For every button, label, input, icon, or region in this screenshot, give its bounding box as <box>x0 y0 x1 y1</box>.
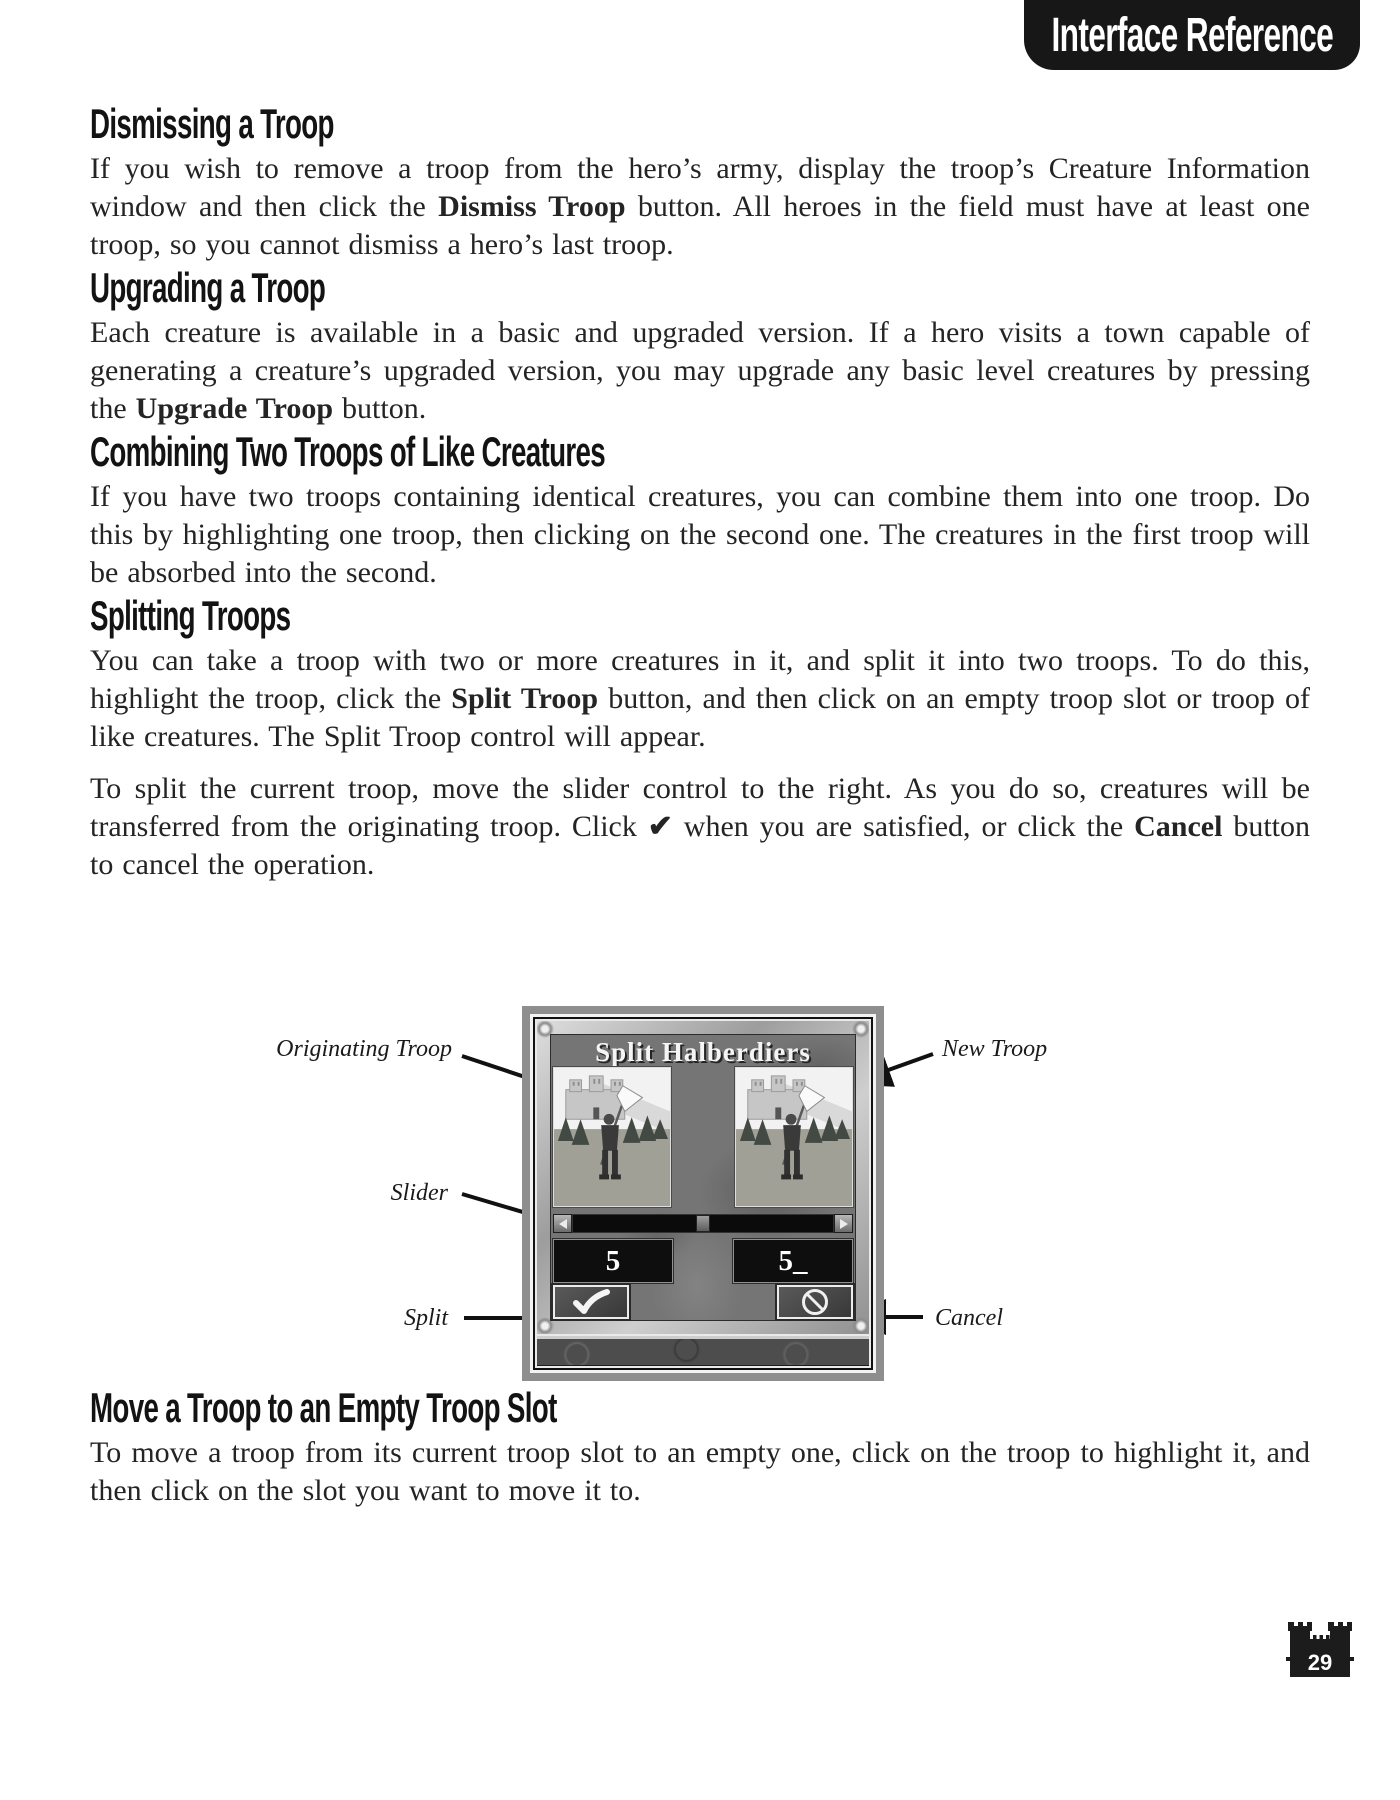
paragraph-text: You can take a troop with two or more creatures in it, and split it into two troops. To do this, highlight the troop, click the <box>90 644 1310 715</box>
paragraph-text: Each creature is available in a basic and upgraded version. If a hero visits a town capable of generating a creature’s upgraded version, you may upgrade any basic level creatures by pressing the <box>90 316 1310 425</box>
split-slider[interactable] <box>553 1214 853 1233</box>
slider-left-arrow-button[interactable] <box>553 1214 572 1233</box>
paragraph-text: If you wish to remove a troop from the hero’s army, display the troop’s Creature Information window and then click the <box>90 152 1310 223</box>
label-originating-troop: Originating Troop <box>276 1036 452 1062</box>
slider-right-arrow-button[interactable] <box>834 1214 853 1233</box>
paragraph-combining: If you have two troops containing identical creatures, you can combine them into one troop. Do this by highlighting one troop, then clicking on the second one. The creatures in the first troop will be absorbed into the second. <box>90 480 1310 589</box>
paragraph-splitting-2 <box>90 770 1310 884</box>
bold-term-split-troop: Split Troop <box>451 682 599 715</box>
dialog-title: Split Halberdiers <box>595 1037 811 1067</box>
dialog-footer-ornament <box>537 1336 869 1366</box>
paragraph-text: To split the current troop, move the slider control to the right. As you do so, creatures will be transferred from the originating troop. Click <box>90 772 1310 843</box>
label-new-troop: New Troop <box>942 1036 1048 1062</box>
paragraph-text: button, and then click on an empty troop slot or troop of like creatures. The Split Troop control will appear. <box>90 682 1310 753</box>
cancel-icon <box>800 1287 830 1317</box>
heading-dismissing-a-troop <box>90 102 1310 146</box>
page-number-castle <box>1282 1616 1358 1678</box>
slider-thumb[interactable] <box>696 1215 710 1232</box>
paragraph-splitting-1 <box>90 642 1310 756</box>
dialog-interior <box>550 1034 856 1321</box>
bold-term-dismiss-troop: Dismiss Troop <box>438 190 626 223</box>
section-combining-troops <box>90 430 1310 592</box>
right-arrow-icon <box>840 1219 848 1229</box>
section-splitting-troops <box>90 594 1310 884</box>
split-confirm-button[interactable] <box>553 1285 629 1319</box>
heading-upgrading-a-troop <box>90 266 1310 310</box>
heading-text: Dismissing a Troop <box>90 100 334 147</box>
dialog-border-inner <box>535 1019 871 1368</box>
label-slider: Slider <box>390 1180 448 1206</box>
section-dismissing-a-troop <box>90 102 1310 264</box>
paragraph-text: button to cancel the operation. <box>90 810 1310 881</box>
paragraph-text: when you are satisfied, or click the <box>672 810 1135 843</box>
check-icon <box>571 1289 611 1315</box>
castle-icon <box>1282 1616 1358 1678</box>
dialog-ornate-frame <box>537 1021 869 1334</box>
halberdier-portrait-image <box>554 1068 670 1206</box>
section-upgrading-a-troop <box>90 266 1310 428</box>
split-troop-dialog <box>522 1006 884 1381</box>
dialog-border-outer <box>530 1014 876 1373</box>
heading-splitting-troops <box>90 594 1310 638</box>
new-troop-portrait <box>735 1067 853 1207</box>
slider-track[interactable] <box>572 1214 834 1233</box>
cancel-button[interactable] <box>777 1285 853 1319</box>
dialog-border-dark <box>533 1017 873 1370</box>
page-header-banner <box>1024 0 1360 70</box>
heading-combining-troops <box>90 430 1310 474</box>
paragraph-upgrading <box>90 314 1310 428</box>
heading-move-a-troop <box>90 1386 1310 1430</box>
page-number: 29 <box>1307 1650 1333 1675</box>
paragraph-dismissing <box>90 150 1310 264</box>
paragraph-text: button. <box>333 392 427 425</box>
page-header-title: Interface Reference <box>1051 8 1333 62</box>
originating-count-display: 5 <box>553 1239 673 1283</box>
section-move-a-troop <box>90 1386 1310 1510</box>
checkmark-glyph: ✔ <box>647 810 673 843</box>
new-count-input[interactable]: 5_ <box>733 1239 853 1283</box>
originating-troop-portrait <box>553 1067 671 1207</box>
halberdier-portrait-image <box>736 1068 852 1206</box>
heading-text: Move a Troop to an Empty Troop Slot <box>90 1384 557 1431</box>
split-troop-figure <box>90 886 1310 1386</box>
label-split: Split <box>403 1305 448 1331</box>
heading-text: Upgrading a Troop <box>90 264 326 311</box>
bold-term-upgrade-troop: Upgrade Troop <box>135 392 334 425</box>
heading-text: Combining Two Troops of Like Creatures <box>90 428 605 475</box>
paragraph-moving: To move a troop from its current troop slot to an empty one, click on the troop to highlight it, and then click on the slot you want to move it to. <box>90 1436 1310 1507</box>
heading-text: Splitting Troops <box>90 592 291 639</box>
label-cancel: Cancel <box>935 1305 1003 1331</box>
left-arrow-icon <box>559 1219 567 1229</box>
page-content <box>90 102 1310 1512</box>
bold-term-cancel: Cancel <box>1134 810 1223 843</box>
paragraph-text: button. All heroes in the field must have at least one troop, so you cannot dismiss a hero’s last troop. <box>90 190 1310 261</box>
